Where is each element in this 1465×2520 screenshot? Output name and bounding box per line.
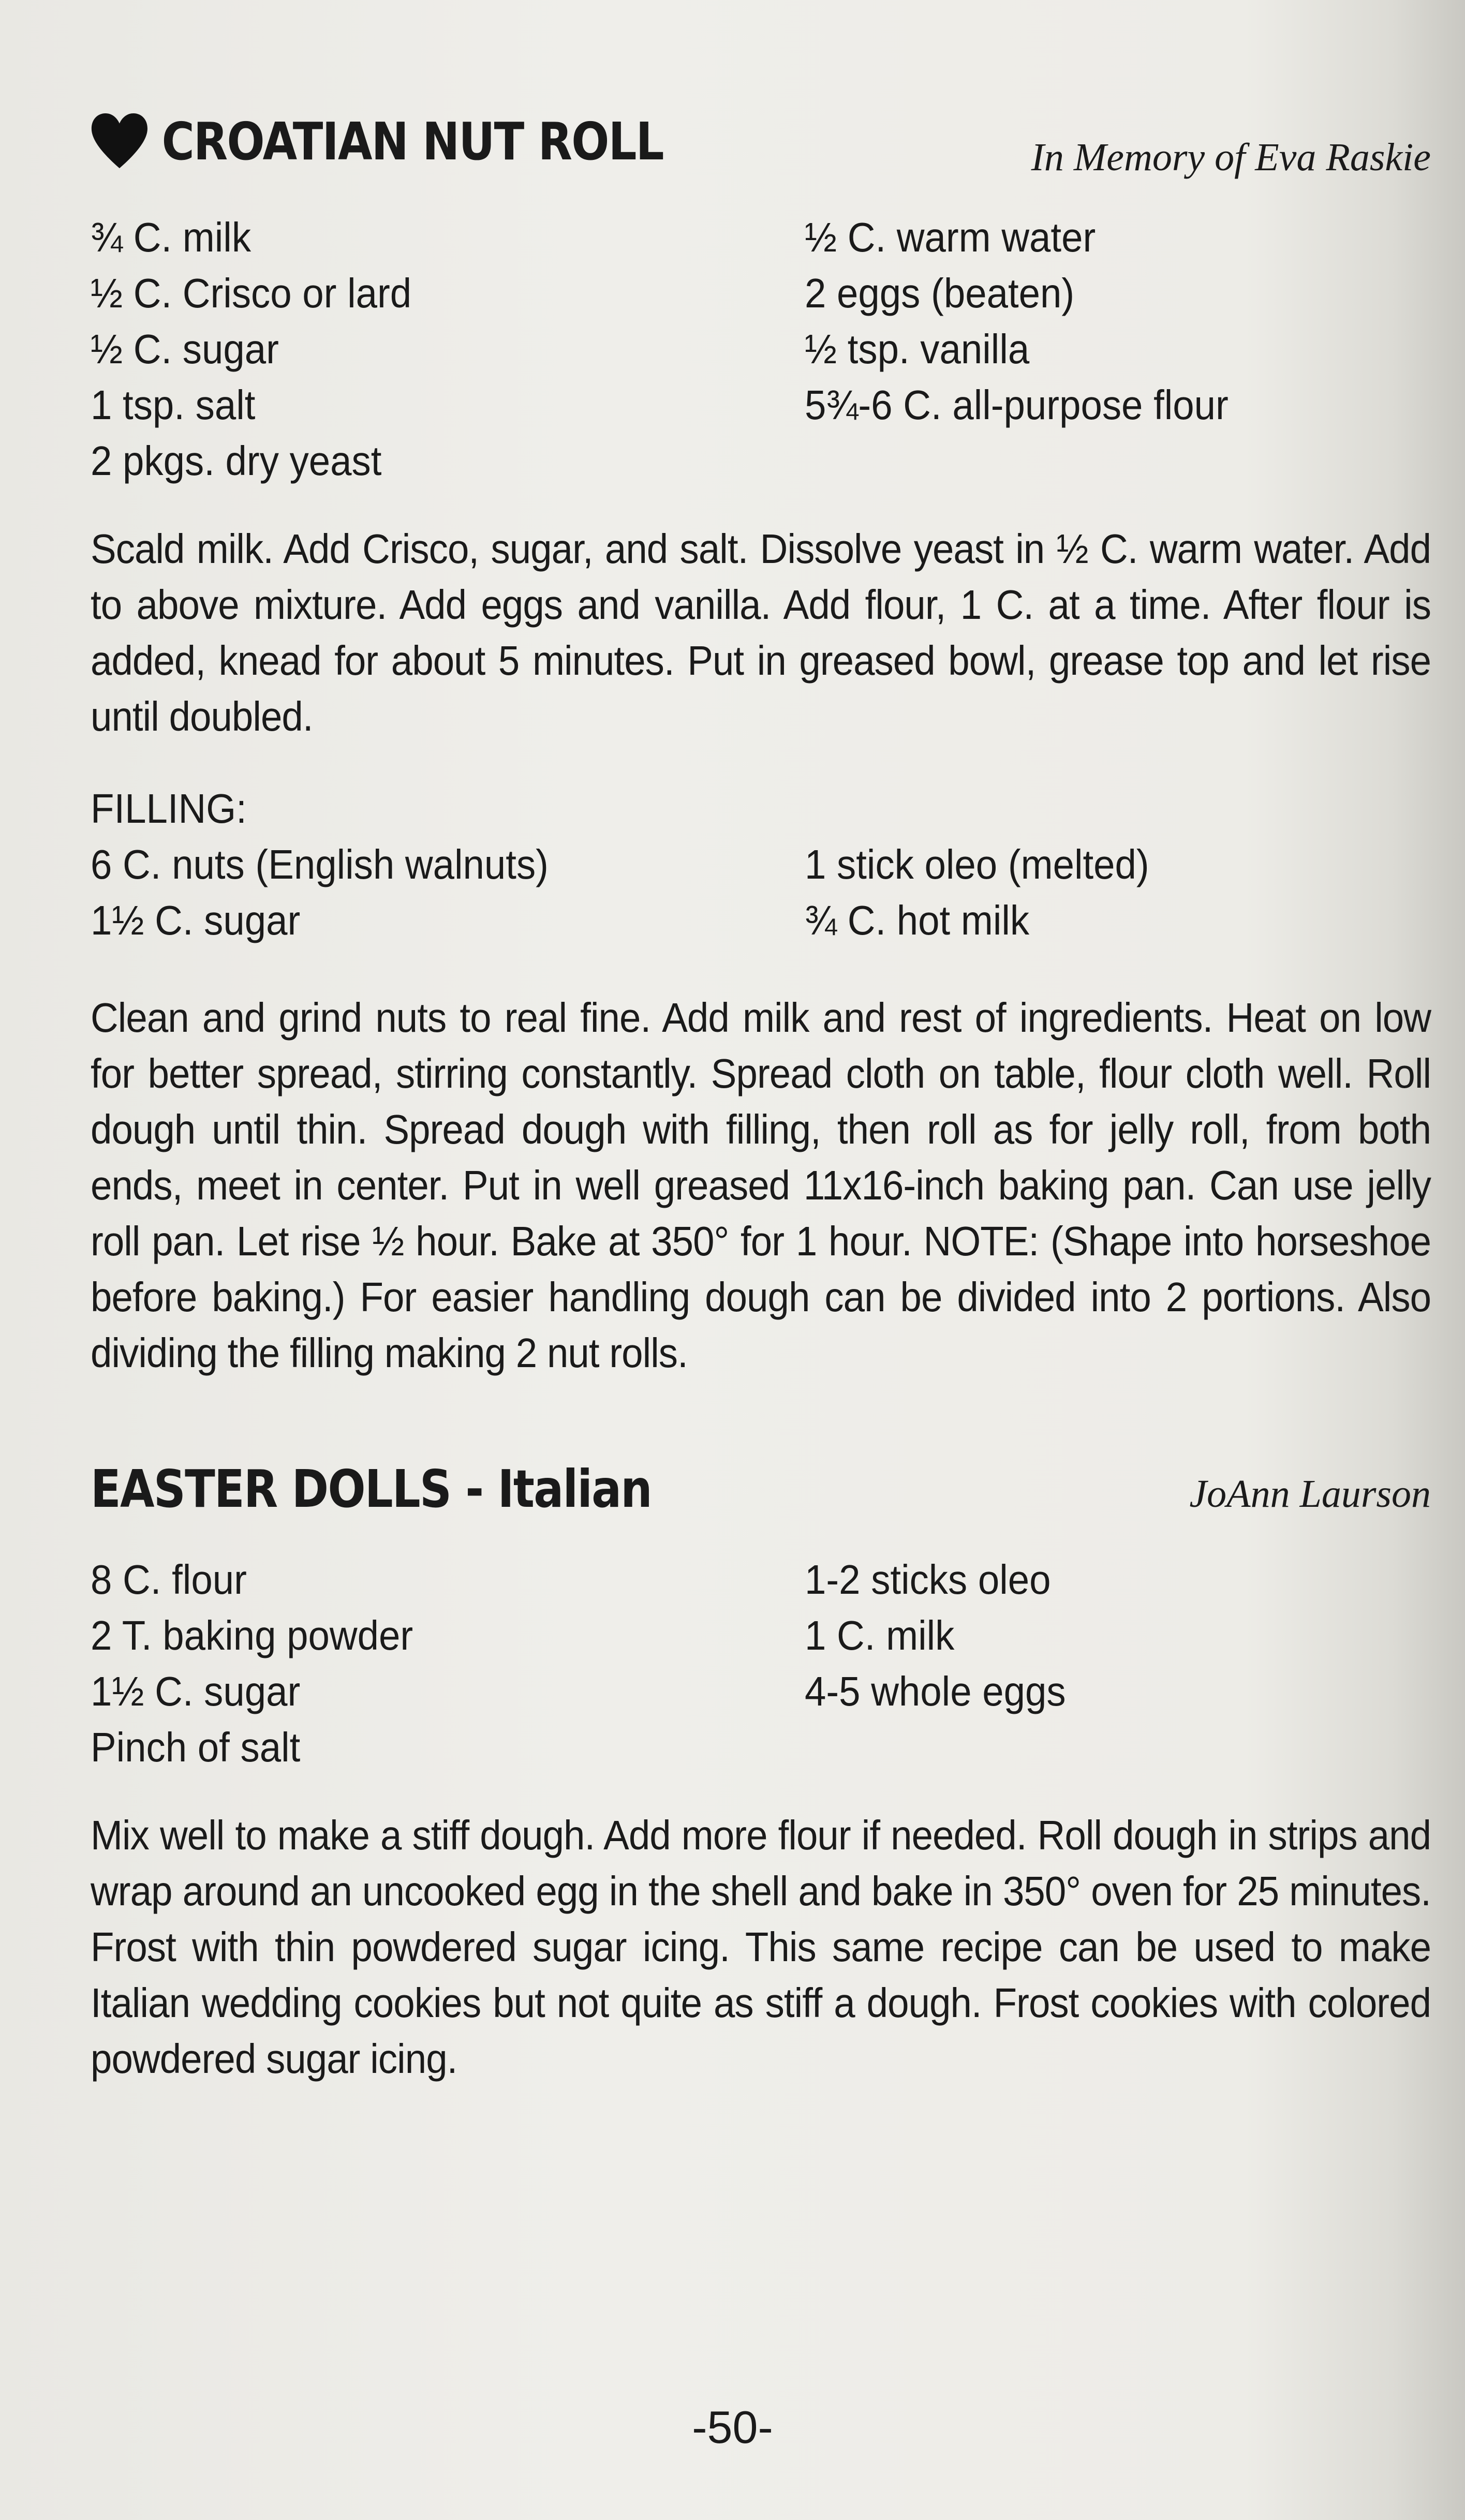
ingredient-item: ½ C. Crisco or lard [91,270,412,316]
ingredient-item: 5¾-6 C. all-purpose flour [805,382,1229,428]
ingredient-item: 1 C. milk [805,1612,955,1658]
recipe-easter-dolls [91,1459,1431,2087]
ingredient-item: ½ C. sugar [91,326,279,372]
ingredient-item: Pinch of salt [91,1724,301,1770]
filling-label: FILLING: [91,785,247,832]
ingredient-item: 8 C. flour [91,1557,247,1603]
filling-directions: Clean and grind nuts to real fine. Add milk and rest of ingredients. Heat on low for better spread, stirring constantly. Spread cloth on table, flour cloth well. Roll dough until thin. Spread dough with filling, then roll as for jelly roll, from both ends, meet in center. Put in well greased 11x16-inch baking pan. Can use jelly roll pan. Let rise ½ hour. Bake at 350° for 1 hour. NOTE: (Shape into horseshoe before baking.) For easier handling dough can be divided into 2 portions. Also dividing the filling making 2 nut rolls. [91,995,1431,1376]
ingredient-item: ½ tsp. vanilla [805,326,1030,372]
page-content [91,111,1431,2087]
ingredient-item: 2 pkgs. dry yeast [91,438,382,484]
ingredient-item: ¾ C. hot milk [805,897,1030,943]
recipe-directions: Mix well to make a stiff dough. Add more flour if needed. Roll dough in strips and wrap around an uncooked egg in the shell and bake in 350° oven for 25 minutes. Frost with thin powdered sugar icing. This same recipe can be used to make Italian wedding cookies but not quite as stiff a dough. Frost cookies with colored powdered sugar icing. [91,1812,1431,2082]
ingredient-item: 1 tsp. salt [91,382,256,428]
ingredient-list [91,210,1431,489]
ingredient-item: 1-2 sticks oleo [805,1557,1051,1603]
recipe-title-text: EASTER DOLLS - Italian [91,1459,652,1519]
page-number: -50- [692,2402,773,2453]
recipe-title-text: CROATIAN NUT ROLL [161,111,663,172]
ingredient-item: 4-5 whole eggs [805,1668,1066,1714]
ingredient-item: 6 C. nuts (English walnuts) [91,841,549,887]
ingredient-item: 1 stick oleo (melted) [805,841,1149,887]
recipe-title [91,1459,652,1519]
ingredient-item: 1½ C. sugar [91,1668,301,1714]
recipe-header [91,1459,1431,1552]
recipe-croatian-nut-roll [91,111,1431,1381]
ingredient-item: 2 T. baking powder [91,1612,413,1658]
recipe-title [91,111,663,172]
ingredient-item: 1½ C. sugar [91,897,301,943]
recipe-attribution: JoAnn Laurson [1189,1472,1431,1516]
recipe-attribution: In Memory of Eva Raskie [1031,135,1431,179]
recipe-header [91,111,1431,210]
ingredient-item: ¾ C. milk [91,214,251,260]
ingredient-item: 2 eggs (beaten) [805,270,1075,316]
heart-icon [91,113,149,170]
ingredient-list [91,1552,1431,1775]
ingredient-item: ½ C. warm water [805,214,1096,260]
filling-ingredient-list [91,837,1431,948]
recipe-directions: Scald milk. Add Crisco, sugar, and salt. Dissolve yeast in ½ C. warm water. Add to above mixture. Add eggs and vanilla. Add flour, 1 C. at a time. After flour is added, knead for about 5 minutes. Put in greased bowl, grease top and let rise until doubled. [91,526,1431,739]
